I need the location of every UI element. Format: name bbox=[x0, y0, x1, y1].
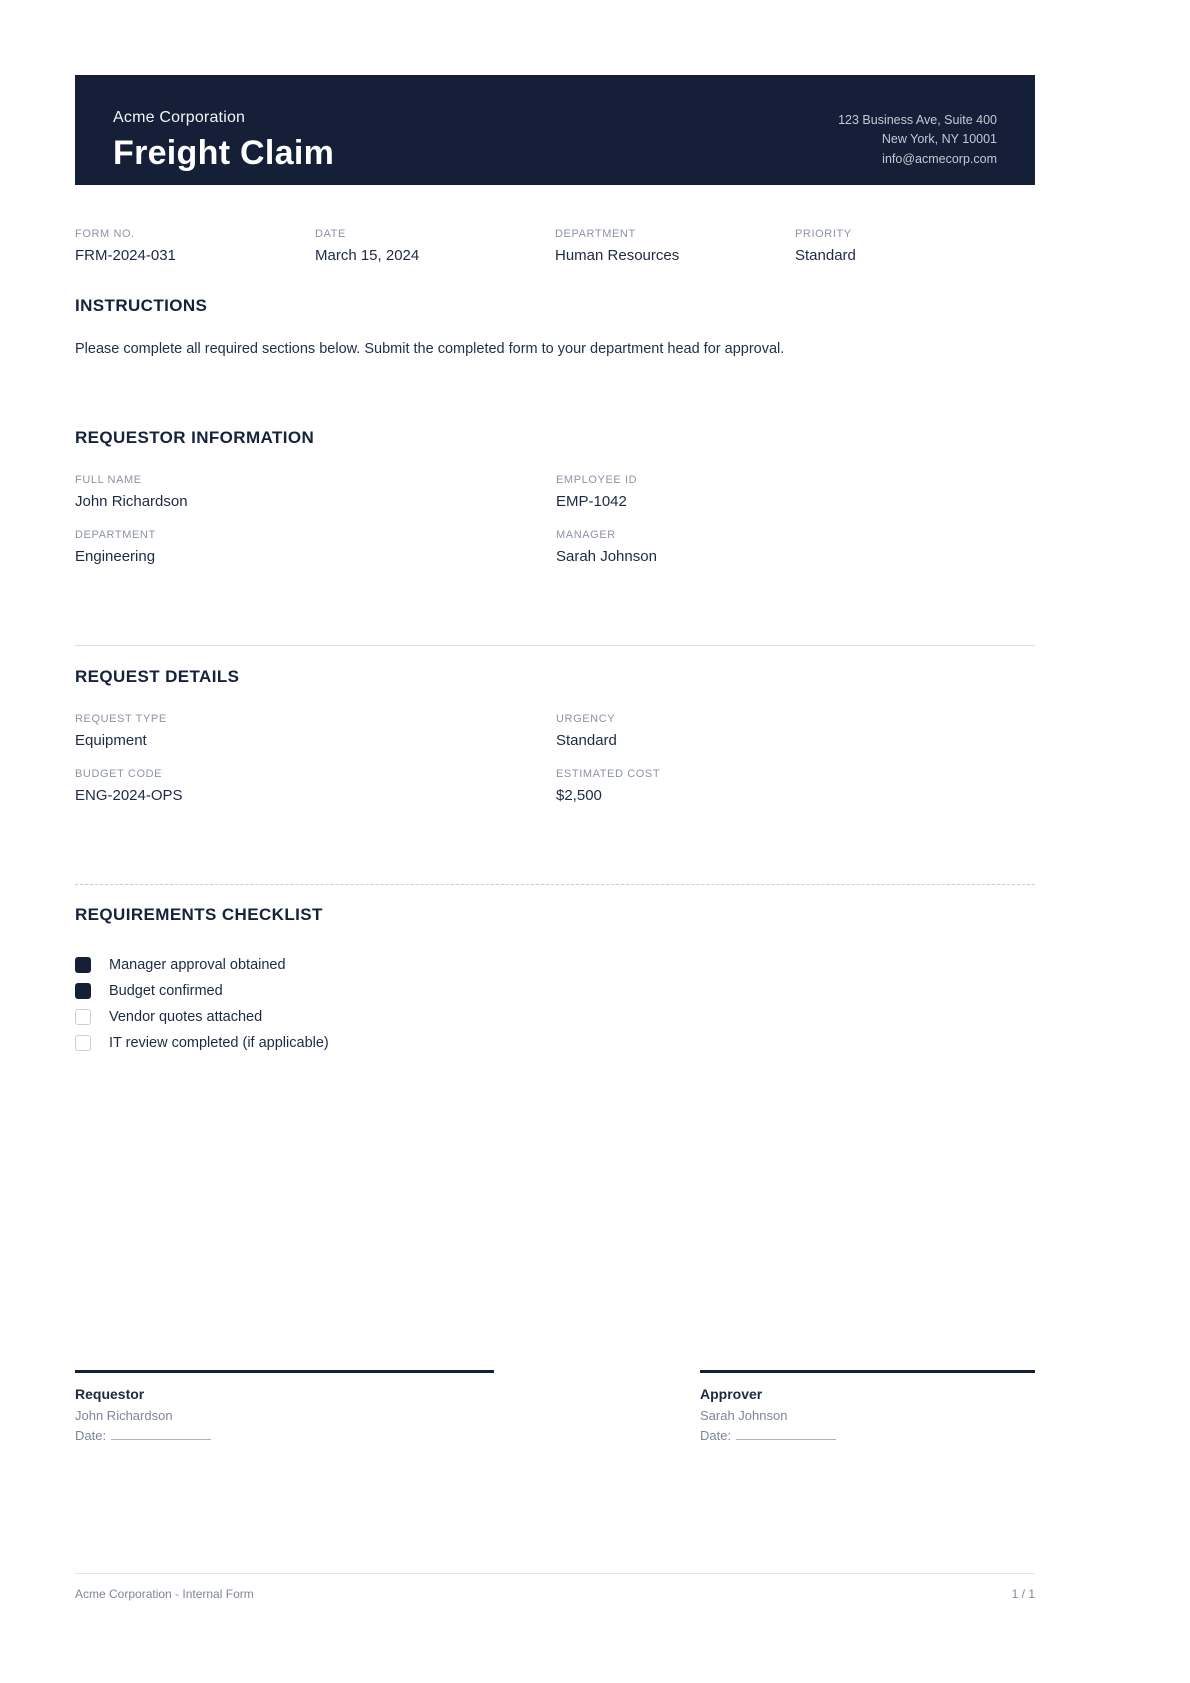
meta-value: March 15, 2024 bbox=[315, 247, 420, 264]
field-value: $2,500 bbox=[556, 787, 602, 804]
address-email: info@acmecorp.com bbox=[882, 151, 997, 166]
field-label: EMPLOYEE ID bbox=[556, 474, 638, 486]
checkbox-icon[interactable] bbox=[75, 1009, 91, 1025]
field-urgency bbox=[556, 713, 1035, 749]
company-address bbox=[838, 111, 997, 169]
field-value: Standard bbox=[556, 732, 617, 749]
page-footer bbox=[75, 1573, 1035, 1601]
meta-date bbox=[315, 228, 555, 264]
signature-date bbox=[700, 1428, 1035, 1443]
checkbox-icon[interactable] bbox=[75, 957, 91, 973]
date-blank-line bbox=[736, 1429, 836, 1440]
meta-value: FRM-2024-031 bbox=[75, 247, 176, 264]
field-label: DEPARTMENT bbox=[75, 529, 156, 541]
footer-page-number: 1 / 1 bbox=[1011, 1587, 1035, 1601]
footer-left-text: Acme Corporation - Internal Form bbox=[75, 1587, 254, 1601]
checkbox-icon[interactable] bbox=[75, 1035, 91, 1051]
document-title: Freight Claim bbox=[113, 134, 335, 172]
signature-role: Requestor bbox=[75, 1386, 145, 1402]
meta-department bbox=[555, 228, 795, 264]
field-label: FULL NAME bbox=[75, 474, 142, 486]
field-value: Engineering bbox=[75, 548, 156, 565]
field-full-name bbox=[75, 474, 556, 510]
meta-label: FORM NO. bbox=[75, 228, 135, 240]
section-divider-dashed bbox=[75, 884, 1035, 885]
meta-value: Human Resources bbox=[555, 247, 680, 264]
checklist-item-label: Vendor quotes attached bbox=[109, 1009, 263, 1025]
company-name: Acme Corporation bbox=[113, 109, 246, 126]
checklist-item-label: IT review completed (if applicable) bbox=[109, 1035, 329, 1051]
requestor-information-heading: REQUESTOR INFORMATION bbox=[75, 428, 315, 447]
date-blank-line bbox=[111, 1429, 211, 1440]
approver-signature-block bbox=[700, 1370, 1035, 1443]
instructions-text: Please complete all required sections below. Submit the completed form to your department head for approval. bbox=[75, 341, 785, 357]
form-meta-row bbox=[75, 228, 1035, 264]
section-divider bbox=[75, 645, 1035, 646]
meta-form-no bbox=[75, 228, 315, 264]
field-label: REQUEST TYPE bbox=[75, 713, 167, 725]
field-label: BUDGET CODE bbox=[75, 768, 163, 780]
checklist-item bbox=[75, 1004, 1035, 1030]
requirements-checklist-heading: REQUIREMENTS CHECKLIST bbox=[75, 905, 323, 924]
checklist-item-label: Budget confirmed bbox=[109, 983, 223, 999]
checklist-item bbox=[75, 978, 1035, 1004]
signature-role: Approver bbox=[700, 1386, 763, 1402]
address-line-2: New York, NY 10001 bbox=[881, 132, 997, 147]
checklist-item-label: Manager approval obtained bbox=[109, 957, 286, 973]
requestor-information-section bbox=[75, 428, 1035, 565]
field-manager bbox=[556, 529, 1035, 565]
field-request-type bbox=[75, 713, 556, 749]
field-value: Equipment bbox=[75, 732, 147, 749]
field-value: John Richardson bbox=[75, 493, 188, 510]
field-label: ESTIMATED COST bbox=[556, 768, 661, 780]
field-employee-id bbox=[556, 474, 1035, 510]
signature-row bbox=[75, 1370, 1035, 1450]
requirements-checklist-section bbox=[75, 905, 1035, 1056]
field-budget-code bbox=[75, 768, 556, 804]
field-label: MANAGER bbox=[556, 529, 616, 541]
field-value: ENG-2024-OPS bbox=[75, 787, 183, 804]
meta-priority bbox=[795, 228, 1035, 264]
meta-label: DATE bbox=[315, 228, 346, 240]
requestor-signature-block bbox=[75, 1370, 494, 1443]
address-line-1: 123 Business Ave, Suite 400 bbox=[838, 113, 997, 127]
requestor-field-grid bbox=[75, 474, 1035, 565]
meta-value: Standard bbox=[795, 247, 856, 264]
signature-name: Sarah Johnson bbox=[700, 1408, 788, 1423]
meta-label: DEPARTMENT bbox=[555, 228, 636, 240]
date-label: Date: bbox=[75, 1428, 107, 1443]
instructions-heading: INSTRUCTIONS bbox=[75, 296, 208, 315]
field-estimated-cost bbox=[556, 768, 1035, 804]
signature-date bbox=[75, 1428, 494, 1443]
document-header bbox=[75, 75, 1035, 185]
date-label: Date: bbox=[700, 1428, 732, 1443]
field-label: URGENCY bbox=[556, 713, 616, 725]
field-value: EMP-1042 bbox=[556, 493, 627, 510]
field-department bbox=[75, 529, 556, 565]
meta-label: PRIORITY bbox=[795, 228, 852, 240]
checkbox-icon[interactable] bbox=[75, 983, 91, 999]
checklist bbox=[75, 952, 1035, 1056]
checklist-item bbox=[75, 952, 1035, 978]
signature-name: John Richardson bbox=[75, 1408, 173, 1423]
field-value: Sarah Johnson bbox=[556, 548, 657, 565]
request-details-field-grid bbox=[75, 713, 1035, 804]
request-details-heading: REQUEST DETAILS bbox=[75, 667, 240, 686]
checklist-item bbox=[75, 1030, 1035, 1056]
request-details-section bbox=[75, 667, 1035, 804]
